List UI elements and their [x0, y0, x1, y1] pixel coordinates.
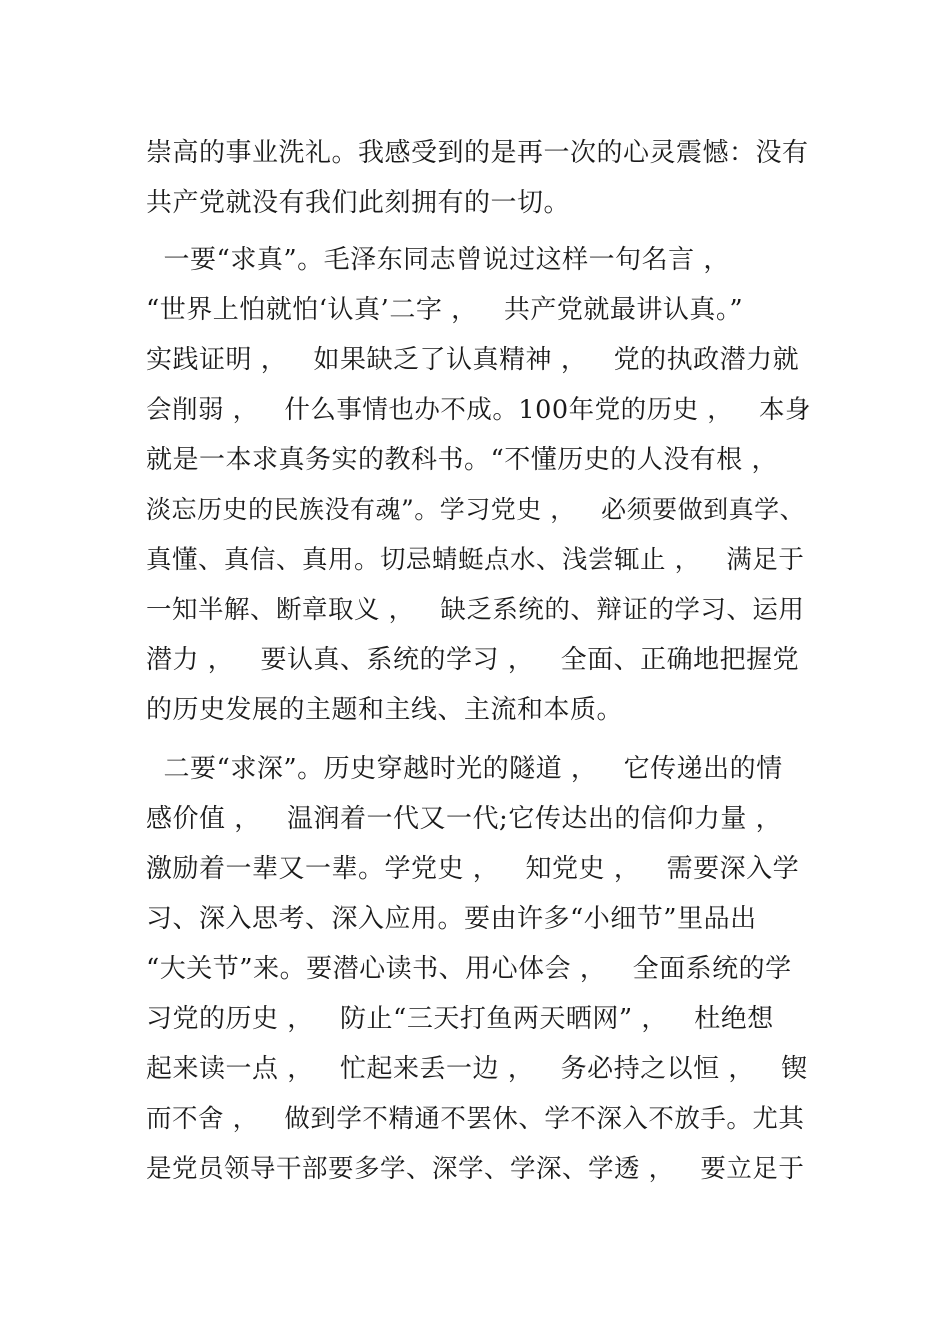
text-line: 一知半解、断章取义 ， 缺乏系统的、辩证的学习、运用: [146, 595, 805, 625]
text-line: 潜力 ， 要认真、系统的学习 ， 全面、正确地把握党: [146, 645, 800, 675]
text-line: 而不舍 ， 做到学不精通不罢休、学不深入不放手。尤其: [146, 1104, 805, 1134]
text-line: 共产党就没有我们此刻拥有的一切。: [146, 188, 571, 218]
text-line: 习党的历史 ， 防止“三天打鱼两天晒网” ， 杜绝想: [146, 1004, 774, 1034]
text-line: 激励着一辈又一辈。学党史 ， 知党史 ， 需要深入学: [146, 854, 800, 884]
text-line: 会削弱 ， 什么事情也办不成。100年党的历史 ， 本身: [146, 395, 812, 425]
text-line: 实践证明 ， 如果缺乏了认真精神 ， 党的执政潜力就: [146, 345, 800, 375]
text-line: 是党员领导干部要多学、深学、学深、学透 ， 要立足于: [146, 1154, 805, 1184]
text-line: 就是一本求真务实的教科书。“不懂历史的人没有根 ，: [146, 445, 779, 475]
text-line: “大关节”来。要潜心读书、用心体会 ， 全面系统的学: [146, 954, 792, 984]
text-line: 一要“求真”。毛泽东同志曾说过这样一句名言 ，: [146, 245, 730, 275]
text-line: 习、深入思考、深入应用。要由许多“小细节”里品出: [146, 904, 757, 934]
text-line: 感价值 ， 温润着一代又一代;它传达出的信仰力量 ，: [146, 804, 783, 834]
text-line: 二要“求深”。历史穿越时光的隧道 ， 它传递出的情: [146, 754, 783, 784]
text-line: 起来读一点 ， 忙起来丢一边 ， 务必持之以恒 ， 锲: [146, 1054, 808, 1084]
text-line: 淡忘历史的民族没有魂”。学习党史 ， 必须要做到真学、: [146, 495, 806, 524]
text-line: 崇高的事业洗礼。我感受到的是再一次的心灵震憾：没有: [146, 138, 809, 168]
text-line: 的历史发展的主题和主线、主流和本质。: [146, 695, 624, 725]
text-line: 真懂、真信、真用。切忌蜻蜓点水、浅尝辄止 ， 满足于: [146, 545, 805, 575]
text-line: “世界上怕就怕‘认真’二字 ， 共产党就最讲认真。”: [146, 295, 744, 325]
